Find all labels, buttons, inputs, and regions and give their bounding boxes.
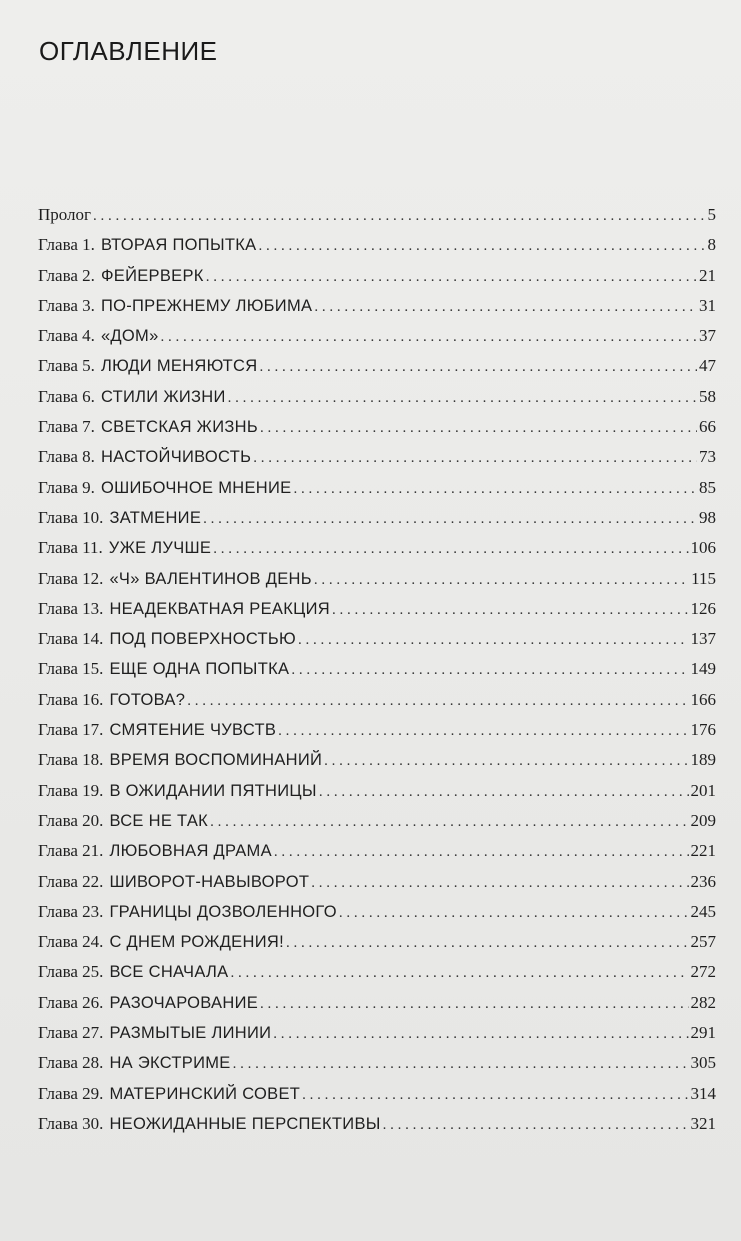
toc-entry: [38, 356, 716, 386]
dot-leader: [233, 1056, 689, 1073]
dot-leader: [383, 1117, 689, 1134]
chapter-title: СТИЛИ ЖИЗНИ: [100, 387, 226, 406]
dot-leader: [203, 511, 697, 528]
chapter-number: Глава 25.: [38, 962, 104, 982]
page-number: 257: [690, 932, 716, 952]
chapter-title: С ДНЕМ РОЖДЕНИЯ!: [109, 933, 284, 952]
page-number: 106: [690, 538, 716, 558]
dot-leader: [314, 299, 697, 316]
page-number: 201: [690, 780, 716, 800]
page-number: 321: [690, 1113, 716, 1133]
chapter-number: Глава 22.: [38, 871, 104, 891]
dot-leader: [258, 238, 705, 255]
chapter-title: ВРЕМЯ ВОСПОМИНАНИЙ: [109, 751, 323, 770]
toc-entry: [38, 205, 716, 235]
chapter-number: Глава 6.: [38, 386, 95, 406]
dot-leader: [93, 208, 705, 225]
chapter-title: ВСЕ СНАЧАЛА: [109, 963, 229, 982]
page-number: 236: [690, 871, 716, 891]
chapter-title: ЕЩЕ ОДНА ПОПЫТКА: [109, 660, 290, 679]
chapter-number: Глава 3.: [38, 295, 95, 315]
chapter-title: МАТЕРИНСКИЙ СОВЕТ: [109, 1084, 301, 1103]
chapter-number: Глава 18.: [38, 750, 104, 770]
chapter-title: НЕАДЕКВАТНАЯ РЕАКЦИЯ: [109, 599, 330, 618]
page-number: 272: [690, 962, 716, 982]
dot-leader: [210, 814, 688, 831]
toc-entry: [38, 508, 716, 538]
chapter-number: Глава 7.: [38, 417, 95, 437]
chapter-number: Глава 17.: [38, 720, 104, 740]
toc-entry: [38, 932, 716, 962]
page-number: 149: [690, 659, 716, 679]
toc-entry: [38, 235, 716, 265]
page-number: 166: [690, 689, 716, 709]
chapter-title: ПО-ПРЕЖНЕМУ ЛЮБИМА: [100, 296, 313, 315]
toc-entry: [38, 417, 716, 447]
toc-entry: [38, 811, 716, 841]
toc-entry: [38, 690, 716, 720]
toc-entry: [38, 1023, 716, 1053]
page-number: 73: [699, 447, 716, 467]
chapter-number: Глава 2.: [38, 265, 95, 285]
chapter-number: Глава 15.: [38, 659, 104, 679]
dot-leader: [339, 905, 689, 922]
chapter-title: СМЯТЕНИЕ ЧУВСТВ: [109, 721, 277, 740]
chapter-number: Глава 10.: [38, 507, 104, 527]
page-number: 305: [690, 1053, 716, 1073]
dot-leader: [187, 693, 688, 710]
page-number: 282: [690, 992, 716, 1012]
chapter-title: В ОЖИДАНИИ ПЯТНИЦЫ: [109, 781, 317, 800]
toc-entry: [38, 326, 716, 356]
dot-leader: [286, 935, 689, 952]
toc-entry: [38, 538, 716, 568]
page-number: 314: [690, 1083, 716, 1103]
chapter-title: РАЗМЫТЫЕ ЛИНИИ: [109, 1024, 272, 1043]
chapter-number: Глава 14.: [38, 629, 104, 649]
chapter-number: Глава 30.: [38, 1113, 104, 1133]
page-number: 291: [690, 1023, 716, 1043]
toc-entry: [38, 781, 716, 811]
dot-leader: [332, 602, 689, 619]
chapter-number: Глава 16.: [38, 689, 104, 709]
dot-leader: [314, 572, 689, 589]
chapter-number: Глава 9.: [38, 477, 95, 497]
page-number: 98: [699, 507, 716, 527]
chapter-number: Глава 8.: [38, 447, 95, 467]
page-number: 5: [707, 205, 716, 224]
chapter-number: Глава 24.: [38, 932, 104, 952]
page-number: 176: [690, 720, 716, 740]
page-number: 37: [699, 326, 716, 346]
chapter-number: Глава 5.: [38, 356, 95, 376]
toc-entry: [38, 841, 716, 871]
dot-leader: [228, 390, 697, 407]
toc-entry: [38, 1084, 716, 1114]
dot-leader: [291, 662, 688, 679]
dot-leader: [206, 269, 697, 286]
chapter-title: РАЗОЧАРОВАНИЕ: [109, 993, 259, 1012]
dot-leader: [260, 996, 688, 1013]
chapter-number: Пролог: [38, 205, 92, 224]
dot-leader: [298, 632, 689, 649]
chapter-title: НА ЭКСТРИМЕ: [109, 1054, 231, 1073]
toc-entry: [38, 659, 716, 689]
chapter-title: ЛЮБОВНАЯ ДРАМА: [109, 842, 272, 861]
chapter-title: «ДОМ»: [100, 327, 159, 346]
chapter-number: Глава 4.: [38, 326, 95, 346]
toc-entry: [38, 1114, 716, 1144]
chapter-title: ВСЕ НЕ ТАК: [109, 811, 209, 830]
chapter-number: Глава 29.: [38, 1083, 104, 1103]
dot-leader: [259, 359, 697, 376]
dot-leader: [311, 875, 688, 892]
chapter-number: Глава 21.: [38, 841, 104, 861]
toc-entry: [38, 599, 716, 629]
dot-leader: [293, 481, 697, 498]
dot-leader: [213, 541, 688, 558]
toc-entry: [38, 387, 716, 417]
chapter-title: УЖЕ ЛУЧШЕ: [108, 539, 212, 558]
page-number: 115: [691, 568, 716, 588]
toc-entry: [38, 993, 716, 1023]
dot-leader: [319, 784, 689, 801]
toc-entry: [38, 296, 716, 326]
page-number: 189: [690, 750, 716, 770]
chapter-number: Глава 26.: [38, 992, 104, 1012]
page-number: 85: [699, 477, 716, 497]
toc-entry: [38, 447, 716, 477]
dot-leader: [324, 753, 688, 770]
page-number: 58: [699, 386, 716, 406]
dot-leader: [161, 329, 697, 346]
dot-leader: [273, 1026, 688, 1043]
toc-entry: [38, 1053, 716, 1083]
chapter-title: ГРАНИЦЫ ДОЗВОЛЕННОГО: [109, 902, 337, 921]
chapter-title: ЗАТМЕНИЕ: [109, 508, 202, 527]
dot-leader: [253, 450, 697, 467]
chapter-title: ПОД ПОВЕРХНОСТЬЮ: [109, 630, 296, 649]
chapter-title: ШИВОРОТ-НАВЫВОРОТ: [109, 872, 310, 891]
toc-entry: [38, 750, 716, 780]
chapter-number: Глава 19.: [38, 780, 104, 800]
chapter-title: СВЕТСКАЯ ЖИЗНЬ: [100, 418, 258, 437]
toc-entry: [38, 478, 716, 508]
toc-entry: [38, 962, 716, 992]
chapter-title: ОШИБОЧНОЕ МНЕНИЕ: [100, 478, 292, 497]
chapter-number: Глава 13.: [38, 598, 104, 618]
dot-leader: [302, 1087, 688, 1104]
chapter-number: Глава 20.: [38, 810, 104, 830]
page-number: 209: [690, 810, 716, 830]
dot-leader: [260, 420, 697, 437]
chapter-title: ФЕЙЕРВЕРК: [100, 266, 204, 285]
chapter-title: НЕОЖИДАННЫЕ ПЕРСПЕКТИВЫ: [109, 1114, 381, 1133]
toc-entry: [38, 629, 716, 659]
chapter-number: Глава 11.: [38, 538, 103, 558]
page-number: 245: [690, 901, 716, 921]
toc-entry: [38, 872, 716, 902]
toc-entry: [38, 720, 716, 750]
page-number: 126: [690, 598, 716, 618]
toc-entry: [38, 569, 716, 599]
chapter-title: ВТОРАЯ ПОПЫТКА: [100, 236, 257, 255]
page-number: 31: [699, 295, 716, 315]
dot-leader: [230, 965, 688, 982]
chapter-title: НАСТОЙЧИВОСТЬ: [100, 448, 252, 467]
chapter-number: Глава 27.: [38, 1023, 104, 1043]
page-number: 137: [690, 629, 716, 649]
chapter-number: Глава 23.: [38, 901, 104, 921]
chapter-title: ЛЮДИ МЕНЯЮТСЯ: [100, 357, 258, 376]
page-number: 66: [699, 417, 716, 437]
toc-entry: [38, 902, 716, 932]
dot-leader: [274, 844, 689, 861]
page-number: 221: [690, 841, 716, 861]
page-number: 8: [707, 235, 716, 255]
dot-leader: [278, 723, 688, 740]
chapter-number: Глава 28.: [38, 1053, 104, 1073]
page-number: 47: [699, 356, 716, 376]
chapter-title: «Ч» ВАЛЕНТИНОВ ДЕНЬ: [109, 569, 312, 588]
chapter-number: Глава 12.: [38, 568, 104, 588]
page-title: ОГЛАВЛЕНИЕ: [39, 36, 218, 66]
chapter-number: Глава 1.: [38, 235, 95, 255]
table-of-contents: [38, 205, 716, 1144]
toc-entry: [38, 266, 716, 296]
chapter-title: ГОТОВА?: [109, 690, 186, 709]
page-number: 21: [699, 265, 716, 285]
